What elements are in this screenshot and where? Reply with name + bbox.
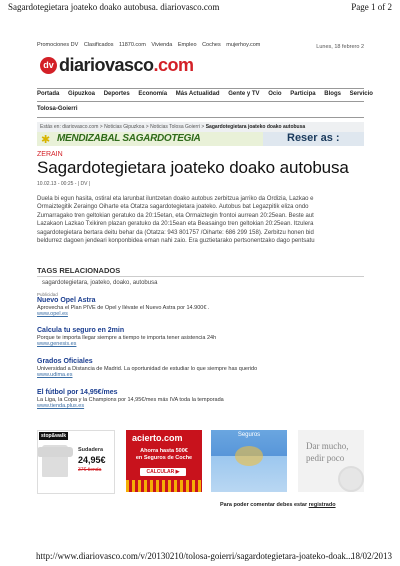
toplink-vivienda[interactable]: Vivienda	[151, 42, 173, 48]
ad-url[interactable]: www.genesis.es	[37, 341, 77, 347]
toplink-coches[interactable]: Coches	[202, 42, 221, 48]
coin-image	[338, 466, 364, 492]
breadcrumb-path[interactable]: diariovasco.com > Noticias Gipuzkoa > Noticias Tolosa Goierri >	[62, 124, 206, 130]
sun-image	[235, 446, 263, 466]
sweatshirt-image	[42, 445, 68, 477]
article-section[interactable]: ZERAIN	[37, 151, 63, 158]
toplink-11870[interactable]: 11870.com	[119, 42, 146, 48]
article-meta: 10.02.13 - 00:25 - | DV |	[37, 181, 91, 187]
text-ad[interactable]	[37, 327, 364, 347]
ad-title[interactable]: Nuevo Opel Astra	[37, 297, 96, 304]
banner-reservas[interactable]: Reser as :	[263, 132, 364, 146]
apple-icon: ✱	[41, 134, 51, 146]
ad-desc: La Liga, la Copa y la Champions por 14,95€/mes más IVA toda la temporada	[37, 397, 224, 403]
ad-box-stopwalk[interactable]: stop&walk Sudadera 24,95€ 37€ tienda	[37, 430, 115, 494]
text-ad[interactable]	[37, 297, 364, 317]
publicidad-label: Publicidad	[37, 292, 58, 297]
site-logo[interactable]	[40, 55, 194, 75]
print-footer-url: http://www.diariovasco.com/v/20130210/tolosa-goierri/sagardotegietara-joateko-doak...	[36, 551, 353, 561]
nav-economia[interactable]: Economía	[138, 91, 168, 97]
toplink-promociones[interactable]: Promociones DV	[37, 42, 79, 48]
current-date: Lunes, 18 febrero 2	[316, 44, 364, 50]
banner-mendizabal[interactable]: ✱ MENDIZABAL SAGARDOTEGIA	[37, 132, 263, 146]
toplink-mujerhoy[interactable]: mujerhoy.com	[226, 42, 261, 48]
toplink-empleo[interactable]: Empleo	[177, 42, 197, 48]
body-line: beldurrez dagoen jendeari konponbidea eman nahi zaio. Era guztietarako pertsonentzako dago pentsatu	[37, 238, 315, 245]
subnav-tolosa-goierri[interactable]: Tolosa-Goierri	[37, 106, 78, 112]
tags-divider	[37, 276, 364, 277]
tags-heading: TAGS RELACIONADOS	[37, 266, 121, 275]
calcular-button[interactable]: CALCULAR ▶	[140, 468, 186, 476]
nav-portada[interactable]: Portada	[37, 91, 60, 97]
ad-url[interactable]: www.opel.es	[37, 311, 68, 317]
nav-ocio[interactable]: Ocio	[268, 91, 282, 97]
nav-divider-top	[37, 88, 364, 89]
tags-list[interactable]: sagardotegietara, joateko, doako, autobusa	[42, 280, 158, 286]
logo-text: diariovasco.com	[59, 54, 194, 75]
nav-servicios[interactable]: Servicio	[349, 91, 373, 97]
body-line: Ormaiztegitik Zeraingo Oiharte eta Otatza sagardotegietara joateko. Autobus bat Legazpitik eliza ondo	[37, 204, 309, 211]
article-body	[37, 195, 364, 245]
article-title: Sagardotegietara joateko doako autobusa	[37, 158, 349, 177]
ad-title[interactable]: Grados Oficiales	[37, 358, 93, 365]
nav-gente-tv[interactable]: Gente y TV	[228, 91, 260, 97]
ad-desc: Universidad a Distancia de Madrid. La oportunidad de estudiar lo que siempre has querido	[37, 366, 258, 372]
breadcrumb-current: Sagardotegietara joateko doako autobusa	[205, 124, 306, 130]
nav-gipuzkoa[interactable]: Gipuzkoa	[68, 91, 96, 97]
dv-logo-icon: dv	[40, 57, 57, 74]
ad-banner[interactable]	[37, 132, 364, 146]
nav-divider-bottom	[37, 117, 364, 118]
ad-title[interactable]: Calcula tu seguro en 2min	[37, 327, 125, 334]
nav-deportes[interactable]: Deportes	[103, 91, 130, 97]
nav-blogs[interactable]: Blogs	[324, 91, 341, 97]
breadcrumb: Estás en: diariovasco.com > Noticias Gipuzkoa > Noticias Tolosa Goierri > Sagardotegietara joateko doako autobusa	[37, 122, 364, 132]
body-line: Duela bi egun hasita, ostiral eta larunbat iluntzetan doako autobus zerbitzua jarriko da Ordizia, Lazkao e	[37, 196, 314, 202]
register-link[interactable]: registrado	[308, 502, 336, 508]
comment-login-prompt: Para poder comentar debes estar registrado	[220, 502, 336, 508]
ad-box-acierto[interactable]: acierto.com Ahorra hasta 500€ en Seguros de Coche CALCULAR ▶	[126, 430, 202, 492]
ad-desc: Porque te importa llegar siempre a tiempo te importa tener asistencia 24h	[37, 335, 217, 341]
toplink-clasificados[interactable]: Clasificados	[83, 42, 114, 48]
ad-url[interactable]: www.tienda.plus.es	[37, 403, 85, 409]
nav-mas-actualidad[interactable]: Más Actualidad	[175, 91, 220, 97]
nav-divider-mid	[37, 101, 364, 102]
nav-participa[interactable]: Participa	[290, 91, 316, 97]
text-ad[interactable]	[37, 358, 364, 378]
acierto-logo: acierto.com	[132, 433, 183, 443]
body-line: Lazakaon Lazkao Txikiren plazan geratuko da 20:15ean eta Beasaingo tren geltokian 20:25ean. Itzulera	[37, 221, 314, 228]
top-links-bar	[37, 42, 264, 48]
text-ad[interactable]	[37, 389, 364, 409]
stopwalk-logo: stop&walk	[41, 433, 67, 439]
print-page-number: Page 1 of 2	[351, 2, 392, 12]
main-nav	[37, 91, 380, 97]
ad-title[interactable]: El fútbol por 14,95€/mes	[37, 389, 118, 396]
ad-box-dar-mucho[interactable]: Dar mucho, pedir poco	[298, 430, 364, 492]
ad-url[interactable]: www.udima.es	[37, 372, 73, 378]
print-footer-date: 18/02/2013	[350, 551, 392, 561]
print-header-title: Sagardotegietara joateko doako autobusa. diariovasco.com	[8, 2, 220, 12]
body-line: Zumarragako tren geltokian geratuko da 20:15etan, eta Ormaiztegin frontoi aurrean 20:25ean. Beste aut	[37, 212, 314, 219]
ad-desc: Aprovecha el Plan PIVE de Opel y llévate el Nuevo Astra por 14.900€ .	[37, 305, 210, 311]
ad-box-seguros[interactable]: Seguros	[211, 430, 287, 492]
flags-decoration	[126, 480, 202, 492]
body-line: sagardotegietara bertara deitu behar da (Otatza: 943 801757 /Oiharte: 686 299 158). Zerbitzu honen bid	[37, 229, 314, 236]
